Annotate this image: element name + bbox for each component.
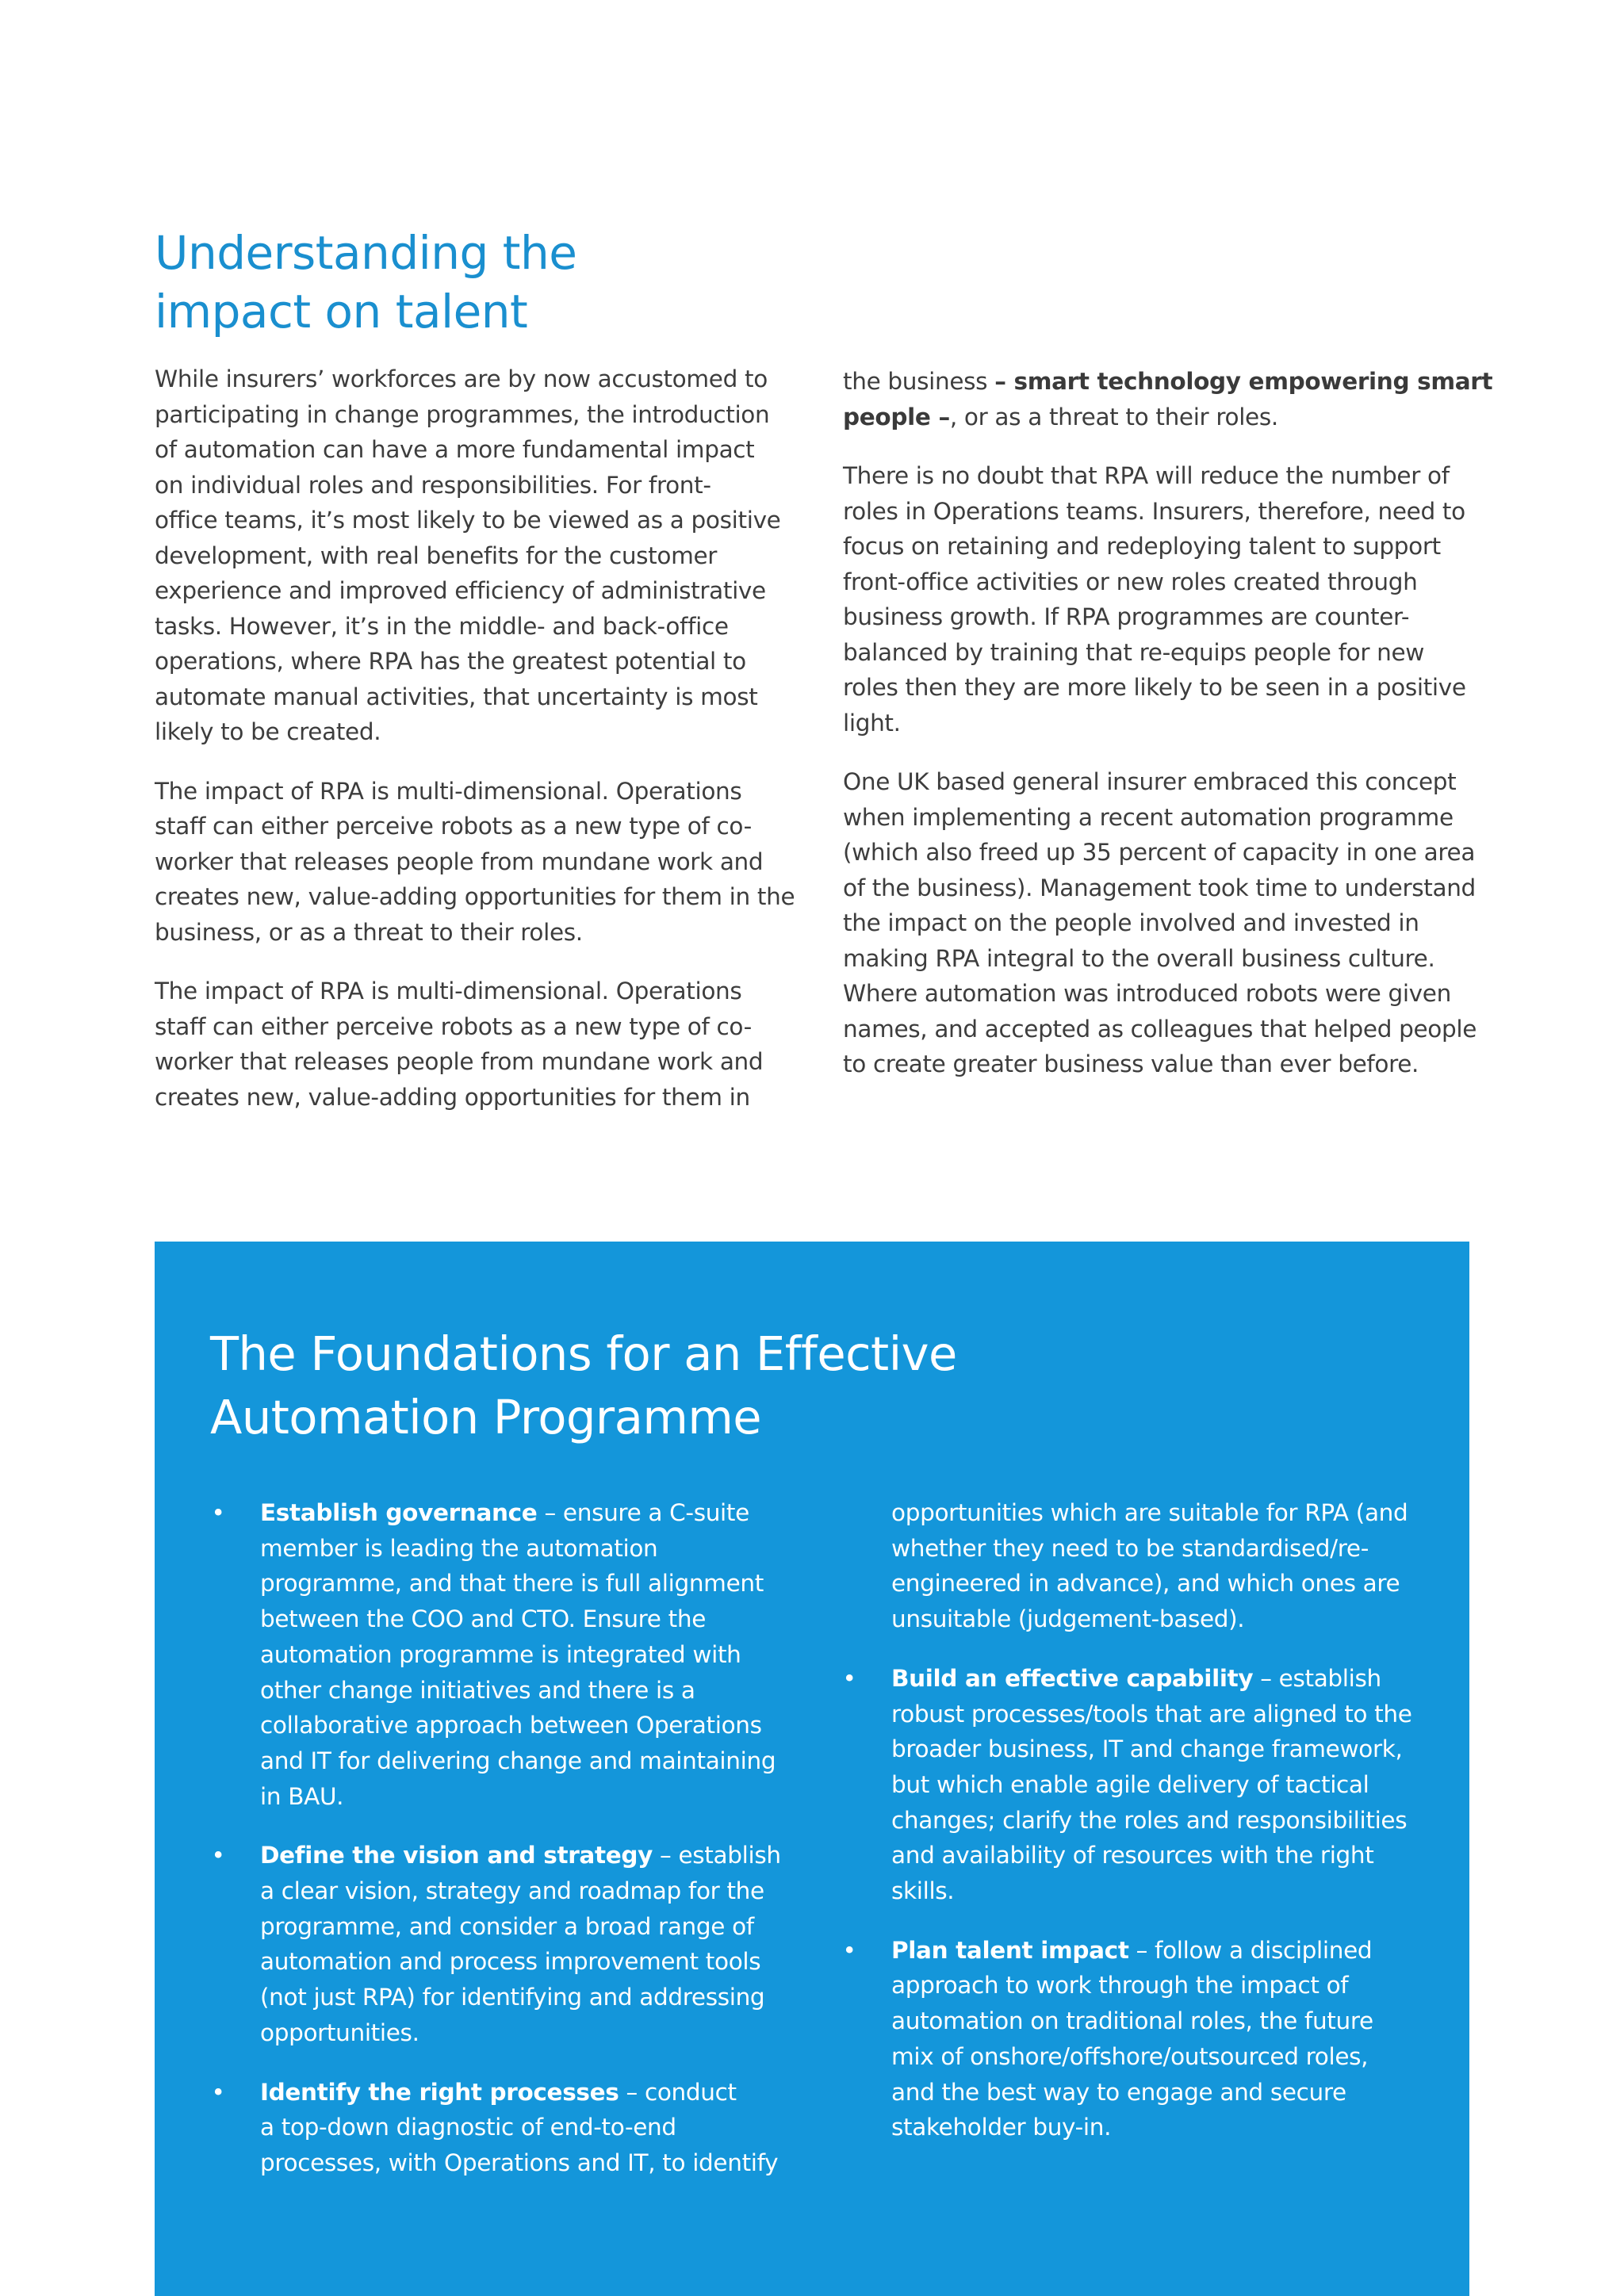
bullet-heading: Define the vision and strategy [260, 1842, 653, 1869]
text-line: stakeholder buy-in. [891, 2114, 1112, 2141]
bullet-heading: Establish governance [260, 1499, 538, 1526]
text-line: One UK based general insurer embraced this concept [843, 768, 1457, 795]
text-line: (which also freed up 35 percent of capacity in one area [843, 839, 1476, 866]
text-line: member is leading the automation [260, 1534, 658, 1562]
plain-text: – establish [1253, 1664, 1381, 1692]
text-line: changes; clarify the roles and responsibilities [891, 1806, 1408, 1834]
bullet-heading: Build an effective capability [891, 1664, 1254, 1692]
bullet-list-right [842, 1495, 1462, 2169]
text-line: a top-down diagnostic of end-to-end [260, 2114, 676, 2141]
bullet-item-continuation [891, 1495, 1462, 1637]
bullet-icon: • [842, 1664, 856, 1692]
bullet-icon: • [842, 1936, 856, 1964]
text-line [260, 1495, 948, 1531]
text-line: roles then they are more likely to be seen in a positive [843, 674, 1466, 701]
text-line: balanced by training that re-equips people for new [843, 638, 1425, 666]
text-line: There is no doubt that RPA will reduce the number of [843, 462, 1450, 489]
section-title-line: Understanding the [155, 226, 577, 280]
plain-text: , or as a threat to their roles. [949, 403, 1278, 430]
text-line: front-office activities or new roles created through [843, 568, 1418, 595]
text-line: creates new, value-adding opportunities for them in the [155, 883, 795, 910]
foundations-panel [155, 1242, 1469, 2296]
right-text-column [843, 364, 1493, 1106]
text-line [891, 1661, 1462, 1697]
bullet-icon: • [211, 2078, 225, 2106]
paragraph [155, 362, 797, 750]
paragraph [843, 364, 1493, 434]
text-line: creates new, value-adding opportunities for them in [155, 1083, 750, 1111]
text-line: opportunities. [260, 2019, 419, 2046]
bullet-icon: • [211, 1842, 225, 1869]
text-line: robust processes/tools that are aligned to the [891, 1700, 1412, 1728]
text-line: engineered in advance), and which ones are [891, 1570, 1400, 1598]
text-line: The impact of RPA is multi-dimensional. Operations [155, 777, 742, 805]
text-line: to create greater business value than ever before. [843, 1050, 1419, 1077]
text-line [891, 1933, 1462, 1969]
bullet-heading: Plan talent impact [891, 1936, 1129, 1964]
paragraph [843, 764, 1477, 1082]
plain-text: the business [843, 368, 995, 395]
text-line: and the best way to engage and secure [891, 2078, 1346, 2106]
text-line [843, 364, 1493, 400]
text-line: and IT for delivering change and maintaining [260, 1747, 776, 1774]
panel-title-line: The Foundations for an Effective [210, 1326, 957, 1381]
text-line: worker that releases people from mundane work and [155, 848, 764, 875]
text-line: business growth. If RPA programmes are counter- [843, 603, 1410, 630]
bullet-item [842, 1933, 1462, 2145]
plain-text: – follow a disciplined [1128, 1936, 1373, 1964]
text-line [843, 400, 1477, 435]
text-line: opportunities which are suitable for RPA (and [891, 1499, 1408, 1526]
text-line: unsuitable (judgement-based). [891, 1605, 1245, 1633]
text-line: roles in Operations teams. Insurers, therefore, need to [843, 497, 1465, 525]
text-line: focus on retaining and redeploying talent to support [843, 533, 1441, 560]
text-line: mix of onshore/offshore/outsourced roles, [891, 2042, 1369, 2070]
text-line: and availability of resources with the right [891, 1842, 1374, 1869]
text-line: likely to be created. [155, 718, 381, 745]
text-line: a clear vision, strategy and roadmap for the [260, 1877, 764, 1905]
bullet-item [155, 1838, 948, 2050]
text-line: making RPA integral to the overall business culture. [843, 944, 1435, 972]
plain-text: – establish [653, 1842, 781, 1869]
paragraph [843, 458, 1477, 740]
text-line: of automation can have a more fundamental impact [155, 436, 755, 463]
plain-text: – ensure a C-suite [537, 1499, 749, 1526]
text-line: worker that releases people from mundane work and [155, 1048, 764, 1075]
text-line: experience and improved efficiency of administrative [155, 577, 766, 604]
bullet-icon: • [211, 1499, 225, 1526]
text-line: While insurers’ workforces are by now accustomed to [155, 365, 768, 392]
panel-title-line: Automation Programme [210, 1390, 762, 1445]
left-text-column [155, 362, 797, 1138]
bold-text: people – [843, 403, 950, 430]
text-line: programme, and consider a broad range of [260, 1912, 754, 1940]
text-line: The impact of RPA is multi-dimensional. Operations [155, 978, 742, 1004]
text-line: whether they need to be standardised/re- [891, 1534, 1369, 1562]
text-line: light. [843, 709, 901, 737]
bullet-heading: Identify the right processes [260, 2078, 619, 2106]
text-line [260, 1838, 948, 1873]
text-line: staff can either perceive robots as a new type of co- [155, 1012, 752, 1040]
text-line: other change initiatives and there is a [260, 1676, 695, 1704]
panel-title [210, 1322, 1162, 1449]
text-line: Where automation was introduced robots were given [843, 980, 1451, 1007]
text-line: automation and process improvement tools [260, 1948, 761, 1976]
section-title-line: impact on talent [155, 285, 528, 339]
text-line: tasks. However, it’s in the middle- and back-office [155, 612, 729, 640]
text-line: participating in change programmes, the introduction [155, 400, 770, 428]
text-line: business, or as a threat to their roles. [155, 918, 583, 946]
text-line: office teams, it’s most likely to be viewed as a positive [155, 507, 781, 534]
text-line: between the COO and CTO. Ensure the [260, 1605, 706, 1633]
text-line [260, 2075, 948, 2110]
text-line: names, and accepted as colleagues that helped people [843, 1015, 1477, 1043]
text-line: in BAU. [260, 1782, 344, 1810]
text-line: programme, and that there is full alignment [260, 1570, 764, 1598]
text-line: of the business). Management took time to understand [843, 874, 1476, 901]
section-title [155, 224, 868, 341]
text-line: processes, with Operations and IT, to identify [260, 2149, 779, 2176]
text-line: automation programme is integrated with [260, 1640, 741, 1668]
paragraph [155, 774, 797, 951]
text-line: on individual roles and responsibilities. For front- [155, 471, 711, 499]
text-line: broader business, IT and change framework, [891, 1735, 1403, 1763]
text-line: development, with real benefits for the customer [155, 541, 718, 569]
text-line: automation on traditional roles, the future [891, 2007, 1373, 2035]
text-line: when implementing a recent automation programme [843, 803, 1454, 831]
text-line: approach to work through the impact of [891, 1972, 1349, 1999]
bullet-item [155, 1495, 948, 1814]
bullet-item [155, 2075, 948, 2181]
paragraph [155, 974, 797, 1115]
bullet-item [842, 1661, 1462, 1909]
bullet-list-left [155, 1495, 948, 2205]
text-line: (not just RPA) for identifying and addressing [260, 1984, 765, 2011]
plain-text: – conduct [619, 2078, 737, 2106]
text-line: collaborative approach between Operations [260, 1712, 762, 1739]
text-line: skills. [891, 1877, 955, 1905]
text-line: but which enable agile delivery of tactical [891, 1770, 1369, 1798]
text-line: staff can either perceive robots as a new type of co- [155, 813, 752, 840]
text-line: operations, where RPA has the greatest potential to [155, 648, 746, 675]
text-line: the impact on the people involved and invested in [843, 909, 1419, 936]
bold-text: – smart technology empowering smart [994, 368, 1493, 395]
text-line: automate manual activities, that uncertainty is most [155, 683, 758, 710]
